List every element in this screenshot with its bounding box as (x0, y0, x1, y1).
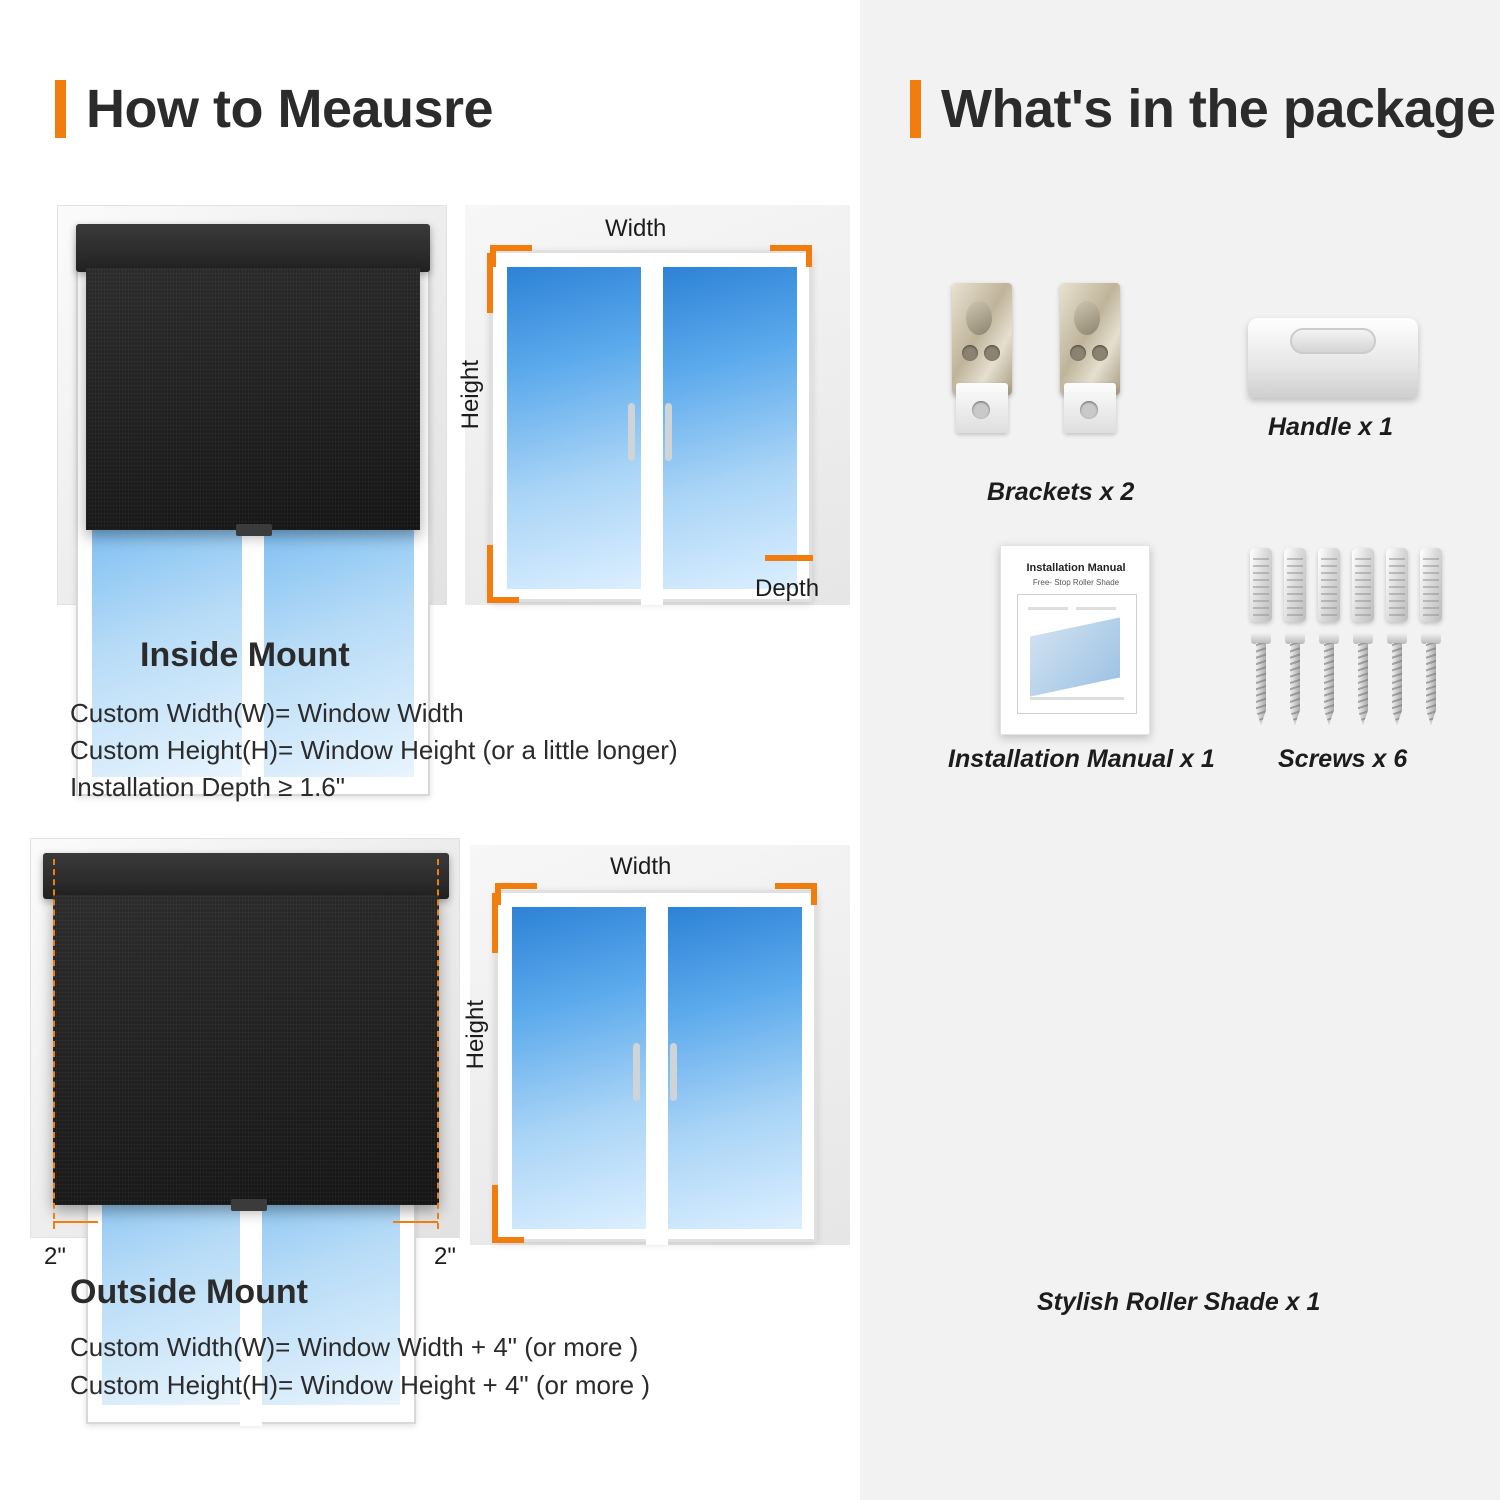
height-marker-top (487, 253, 493, 313)
screw-head-4 (1353, 633, 1373, 644)
outside-mount-line-2: Custom Height(H)= Window Height + 4" (or more ) (70, 1370, 650, 1400)
manual-cover-subtitle: Free- Stop Roller Shade (1032, 578, 1120, 587)
wall-anchor-4 (1352, 548, 1374, 622)
height-label-outside: Height (462, 1000, 489, 1070)
width-marker-left (490, 245, 532, 251)
handle-caption: Handle x 1 (1268, 413, 1394, 441)
bracket-metal-body-2 (1060, 283, 1120, 395)
overhang-guide-left (53, 859, 55, 1229)
inside-mount-shade-illustration (57, 205, 447, 605)
depth-marker (765, 555, 813, 561)
measure-window-frame (490, 250, 812, 602)
outside-mount-title: Outside Mount (70, 1273, 308, 1311)
inside-mount-line-3: Installation Depth ≥ 1.6" (70, 772, 345, 802)
bracket-part-2 (1056, 283, 1124, 433)
inside-mount-title: Inside Mount (140, 636, 350, 674)
bracket-hole-b-1 (984, 345, 1000, 361)
measure-glass-left (507, 267, 641, 589)
bracket-plate-hole-1 (972, 401, 990, 419)
manual-caption: Installation Manual x 1 (948, 745, 1215, 773)
manual-line-3 (1030, 697, 1124, 700)
window-handle-right (665, 403, 672, 461)
height-marker-top-outside (492, 893, 498, 953)
screw-shaft-2 (1290, 643, 1300, 725)
height-marker-bottom-outside (492, 1185, 498, 1242)
window-handle-right-outside (670, 1043, 677, 1101)
roller-shade-caption: Stylish Roller Shade x 1 (1037, 1288, 1321, 1316)
screw-5 (1387, 633, 1407, 725)
shade-headrail-outside (43, 853, 449, 899)
inside-mount-measure-diagram (457, 205, 850, 605)
shade-fabric (86, 268, 420, 530)
package-contents-panel (860, 0, 1500, 1500)
shade-pull-tab (236, 524, 272, 536)
wall-anchor-1 (1250, 548, 1272, 622)
screw-2 (1285, 633, 1305, 725)
window-handle-left (628, 403, 635, 461)
bracket-hole-a-2 (1070, 345, 1086, 361)
screw-shaft-6 (1426, 643, 1436, 725)
outside-mount-line-1: Custom Width(W)= Window Width + 4" (or more ) (70, 1332, 639, 1362)
bracket-slot-2 (1074, 301, 1100, 335)
outside-mount-measure-diagram (462, 845, 850, 1245)
screw-4 (1353, 633, 1373, 725)
overhang-arrow-left (53, 1221, 98, 1223)
installation-manual (1000, 545, 1150, 735)
screws-caption: Screws x 6 (1278, 745, 1408, 773)
measure-glass-left-outside (512, 907, 646, 1229)
manual-line-1 (1028, 607, 1068, 610)
shade-fabric-outside (53, 895, 439, 1205)
screw-head-3 (1319, 633, 1339, 644)
width-marker-left-outside (495, 883, 537, 889)
wall-anchor-5 (1386, 548, 1408, 622)
screw-shaft-5 (1392, 643, 1402, 725)
package-heading-accent-bar (910, 80, 921, 138)
wall-anchor-2 (1284, 548, 1306, 622)
depth-label: Depth (755, 575, 820, 602)
measure-glass-right (663, 267, 797, 589)
outside-mount-shade-illustration (30, 838, 460, 1238)
screw-shaft-4 (1358, 643, 1368, 725)
screw-shaft-3 (1324, 643, 1334, 725)
screw-3 (1319, 633, 1339, 725)
overhang-label-right: 2" (434, 1243, 456, 1270)
how-to-measure-heading (55, 78, 493, 140)
screw-head-5 (1387, 633, 1407, 644)
bracket-plate-hole-2 (1080, 401, 1098, 419)
manual-cover-illustration-box (1017, 594, 1137, 714)
bracket-metal-body-1 (952, 283, 1012, 395)
handle-grip (1290, 328, 1376, 354)
width-marker-right-tick-outside (811, 883, 817, 905)
screw-head-1 (1251, 633, 1271, 644)
manual-cover-title: Installation Manual (1026, 562, 1126, 574)
measure-mullion-outside (646, 893, 668, 1245)
measure-window-frame-outside (495, 890, 817, 1242)
height-label: Height (457, 360, 484, 430)
shade-pull-tab-outside (231, 1199, 267, 1211)
handle-part (1248, 318, 1418, 398)
bracket-slot-1 (966, 301, 992, 335)
screw-head-2 (1285, 633, 1305, 644)
overhang-arrow-right (393, 1221, 438, 1223)
measure-glass-right-outside (668, 907, 802, 1229)
width-marker-right-tick (806, 245, 812, 267)
package-heading (910, 78, 1495, 140)
inside-mount-line-1: Custom Width(W)= Window Width (70, 698, 464, 728)
package-title: What's in the package (941, 79, 1496, 139)
width-label: Width (605, 215, 667, 242)
brackets-caption: Brackets x 2 (987, 478, 1135, 506)
how-to-measure-title: How to Meausre (86, 79, 494, 139)
width-label-outside: Width (610, 853, 672, 880)
bracket-part-1 (948, 283, 1016, 433)
bracket-hole-a-1 (962, 345, 978, 361)
heading-accent-bar (55, 80, 66, 138)
manual-diagram-shape (1030, 617, 1120, 696)
wall-anchor-3 (1318, 548, 1340, 622)
screw-1 (1251, 633, 1271, 725)
shade-headrail (76, 224, 430, 272)
height-marker-bottom (487, 545, 493, 602)
inside-mount-line-2: Custom Height(H)= Window Height (or a little longer) (70, 735, 678, 765)
height-marker-bottom-tick (487, 597, 519, 603)
manual-line-2 (1076, 607, 1116, 610)
height-marker-bottom-tick-outside (492, 1237, 524, 1243)
overhang-label-left: 2" (44, 1243, 66, 1270)
overhang-guide-right (437, 859, 439, 1229)
screw-6 (1421, 633, 1441, 725)
screw-head-6 (1421, 633, 1441, 644)
wall-anchor-6 (1420, 548, 1442, 622)
window-handle-left-outside (633, 1043, 640, 1101)
screw-shaft-1 (1256, 643, 1266, 725)
bracket-hole-b-2 (1092, 345, 1108, 361)
measure-mullion (641, 253, 663, 605)
